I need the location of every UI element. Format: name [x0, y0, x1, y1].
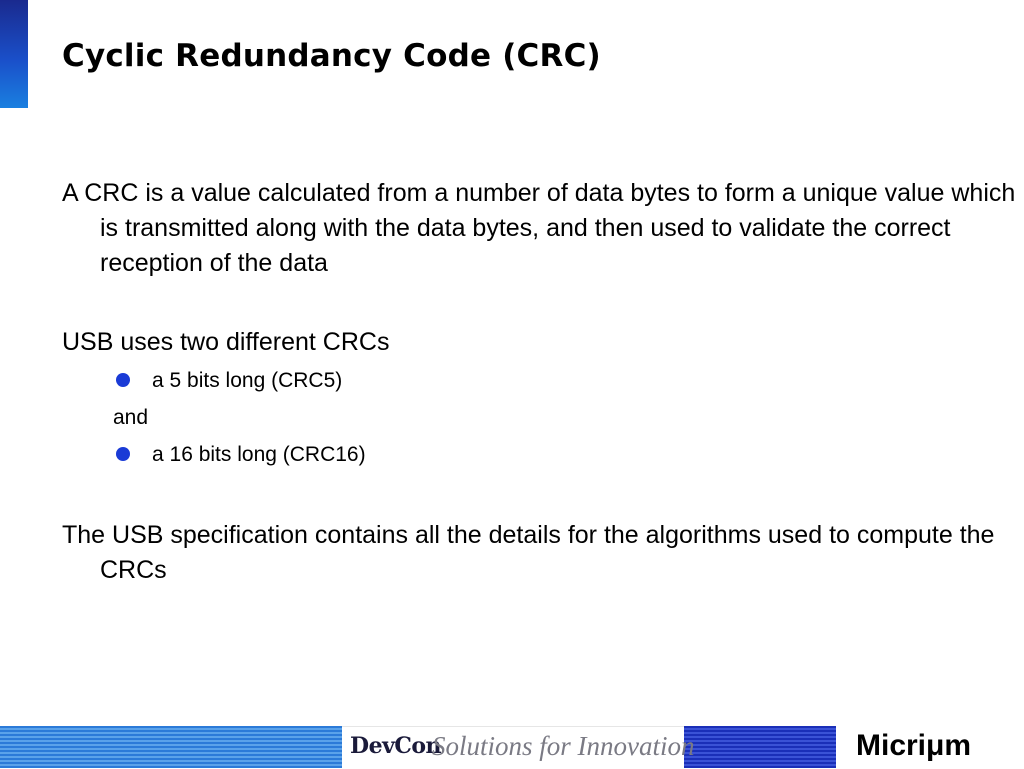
bullet-icon — [116, 373, 130, 387]
sub-item-crc16: a 16 bits long (CRC16) — [152, 443, 366, 466]
left-accent-bar — [0, 0, 28, 108]
footer-tagline: Solutions for Innovation — [432, 731, 695, 761]
devcon-logo: DevCon — [350, 733, 442, 759]
sub-item-crc5: a 5 bits long (CRC5) — [152, 369, 343, 392]
footer-stripes-left — [0, 726, 342, 768]
paragraph-usb-crcs: USB uses two different CRCs — [62, 328, 390, 356]
footer-stripes-right — [684, 726, 836, 768]
micrium-logo: Micriμm — [856, 729, 972, 762]
slide-title: Cyclic Redundancy Code (CRC) — [62, 38, 601, 74]
bullet-icon — [116, 447, 130, 461]
connector-text: and — [113, 406, 149, 429]
paragraph-usb-spec: The USB specification contains all the details for the algorithms used to compute the CRCs — [62, 521, 995, 584]
paragraph-crc-definition: A CRC is a value calculated from a number of data bytes to form a unique value which is transmitted along with the data bytes, and then used to validate the correct reception of the data — [62, 179, 1016, 277]
